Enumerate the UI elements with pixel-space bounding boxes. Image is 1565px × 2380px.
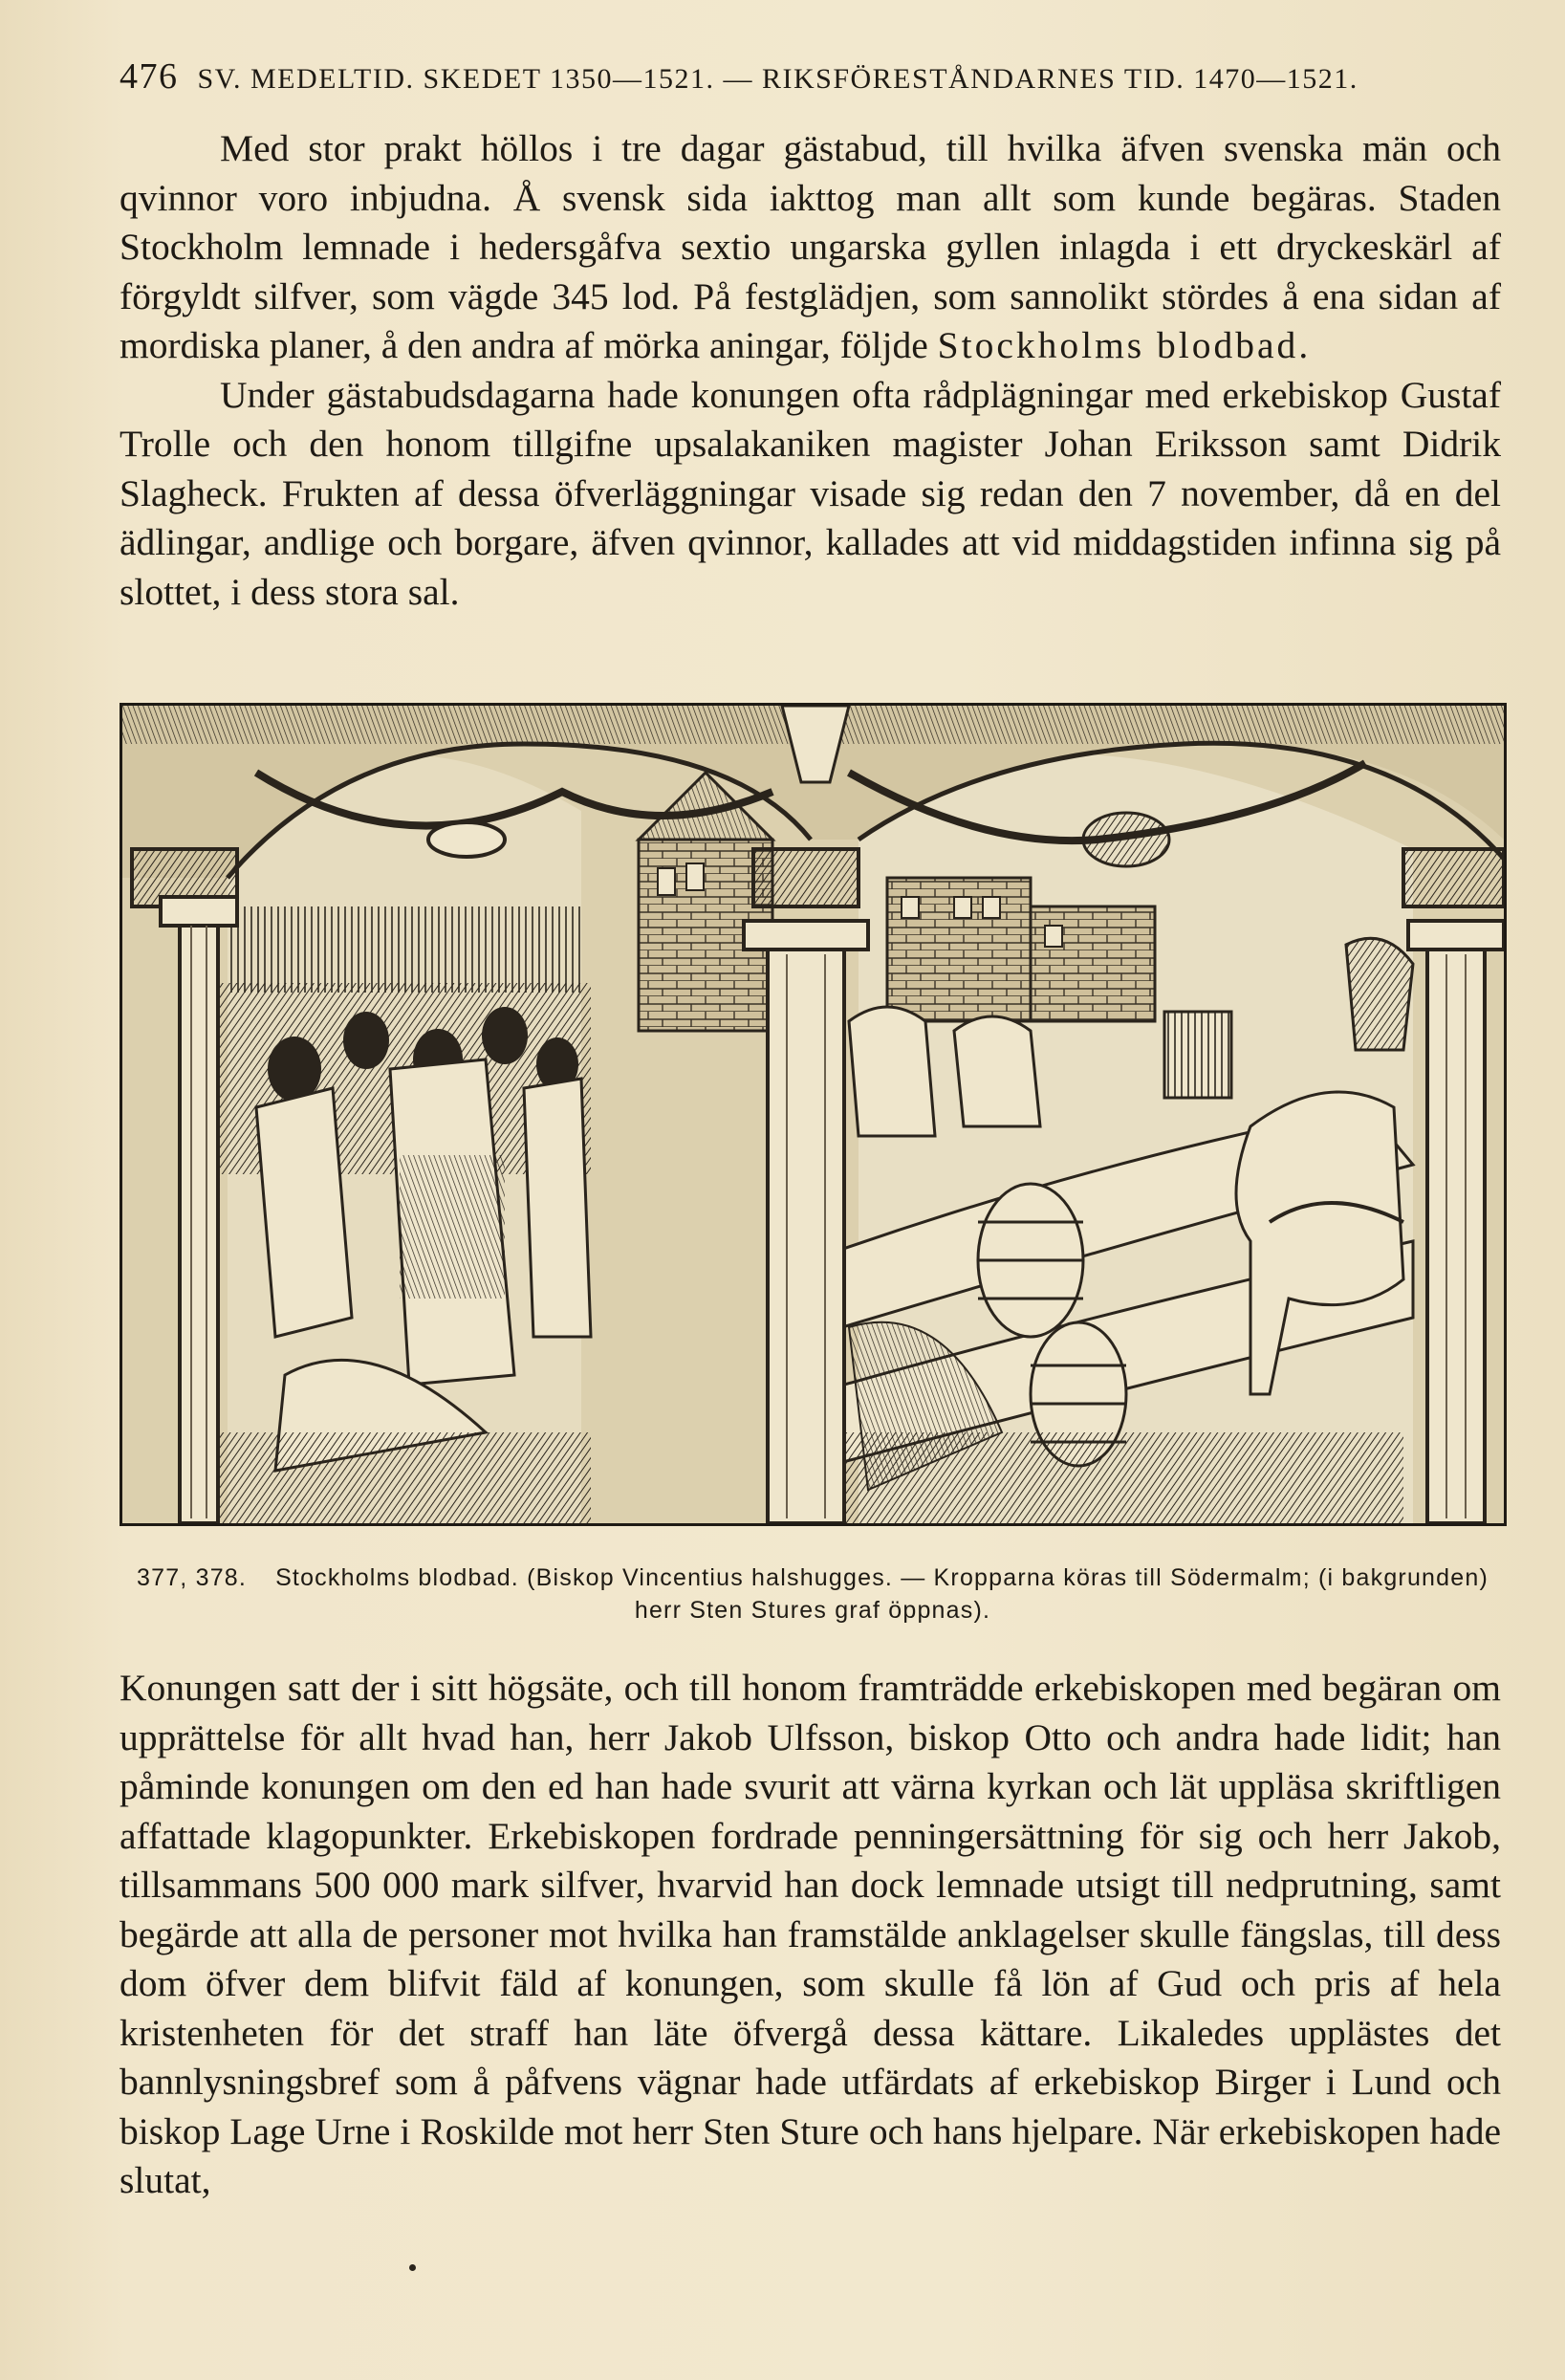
caption-number: 377, 378.: [137, 1564, 248, 1591]
running-header: [120, 55, 1506, 98]
running-title: SV. MEDELTID. SKEDET 1350—1521. — RIKSFÖRESTÅNDARNES TID. 1470—1521.: [197, 63, 1359, 95]
figure-caption: [129, 1561, 1496, 1627]
paragraph-feast: [120, 124, 1501, 371]
paragraph-counsel: Under gästabudsdagarna hade konungen ofta rådplägningar med erkebiskop Gustaf Trolle och den honom tillgifne upsalakaniken magister Johan Eriksson samt Didrik Slagheck. Frukten af dessa öfverläggningar visade sig redan den 7 november, då en del ädlingar, andlige och borgare, äfven qvinnor, kallades att vid middagstiden infinna sig på slottet, i dess stora sal.: [120, 373, 1501, 613]
page-number: 476: [120, 56, 179, 97]
paragraph-hall: Konungen satt der i sitt högsäte, och till honom framträdde erkebiskopen med begäran om upprättelse för allt hvad han, herr Jakob Ulfsson, biskop Otto och andra hade lidit; han påminde konungen om den ed han hade svurit att värna kyrkan och lät uppläsa skriftligen affattade klagopunkter. Erkebiskopen fordrade penningersättning för sig och herr Jakob, tillsammans 500 000 mark silfver, hvarvid han dock lemnade utsigt till nedprutning, samt begärde att alla de personer mot hvilka han framstälde anklagelser skulle fängslas, till dess dom öfver dem blifvit fäld af konungen, som skulle få lön af Gud och pris af hela kristenheten för det straff han läte öfvergå dessa kättare. Likaledes upplästes det bannlysningsbref som å påfvens vägnar hade utfärdats af erkebiskop Birger i Lund och biskop Lage Urne i Roskilde mot herr Sten Sture och hans hjelpare. När erkebiskopen hade slutat,: [120, 1667, 1501, 2201]
paragraph-feast-end: .: [1298, 324, 1309, 366]
paragraph-feast-text: Med stor prakt höllos i tre dagar gästabud, till hvilka äfven svenska män och qvinnor voro inbjudna. Å svensk sida iakttog man allt som kunde begäras. Staden Stockholm lemnade i hedersgåfva sextio ungarska gyllen inlagda i ett dryckeskärl af förgyldt silfver, som vägde 345 lod. På festglädjen, som sannolikt stördes å ena sidan af mordiska planer, å den andra af mörka aningar, följde: [120, 127, 1501, 366]
woodcut-illustration: [120, 703, 1507, 1526]
caption-text: Stockholms blodbad. (Biskop Vincentius halshugges. — Kropparna köras till Södermalm; (i bakgrunden) herr Sten Stures graf öppnas).: [275, 1564, 1489, 1624]
woodcut-drawing: [122, 706, 1504, 1523]
emphasis-blodbad: Stockholms blodbad: [937, 324, 1299, 366]
top-text-block: [120, 124, 1501, 617]
ink-speck: [409, 2264, 416, 2271]
bottom-text-block: [120, 1664, 1501, 2206]
